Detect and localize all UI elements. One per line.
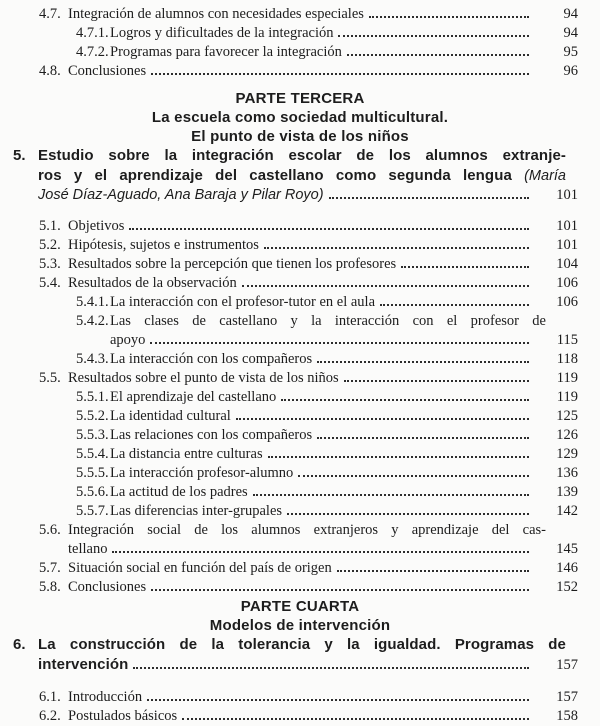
toc-entry-line (0, 502, 578, 521)
entry-number: 5. (13, 147, 26, 164)
entry-title (110, 331, 145, 350)
toc-entry-line (0, 24, 578, 43)
entry-title-segment: Situación social en función del país de origen (68, 560, 332, 576)
page-number: 142 (556, 503, 578, 519)
entry-title-segment: Objetivos (68, 218, 125, 234)
toc-entry-line (0, 445, 578, 464)
dot-leader (147, 696, 529, 701)
entry-title-segment: Las clases de castellano y la interacción con el profesor de (110, 313, 546, 329)
toc-entry (0, 502, 578, 521)
entry-number: 6.2. (39, 708, 61, 724)
entry-title-segment: La interacción profesor-alumno (110, 465, 294, 481)
toc-entry (0, 43, 578, 62)
entry-number: 5.7. (39, 560, 61, 576)
entry-number: 5.4. (39, 275, 61, 291)
dot-leader (182, 715, 529, 720)
dot-leader (150, 339, 529, 344)
entry-title (110, 312, 546, 331)
dot-leader (344, 377, 529, 382)
dot-leader (151, 586, 529, 591)
entry-number: 5.5.3. (76, 427, 109, 443)
toc-entry (0, 146, 578, 205)
entry-title-segment: Resultados de la observación (68, 275, 237, 291)
page-number: 126 (556, 427, 578, 443)
entry-title-segment: (María (524, 168, 566, 184)
page-number: 119 (556, 370, 578, 386)
entry-title-segment: Programas para favorecer la integración (110, 44, 342, 60)
toc-entry (0, 635, 578, 675)
entry-title (68, 540, 107, 559)
dot-leader (151, 70, 529, 75)
dot-leader (401, 263, 529, 268)
entry-title (110, 43, 342, 62)
toc-entry-line (0, 217, 578, 236)
entry-title-segment: ros y el aprendizaje del castellano como segunda lengua (38, 167, 525, 184)
dot-leader (112, 548, 529, 553)
entry-number: 5.5.1. (76, 389, 109, 405)
toc-entry-line (0, 483, 578, 502)
entry-title (110, 24, 333, 43)
toc-entry (0, 407, 578, 426)
entry-number: 5.8. (39, 579, 61, 595)
entry-number: 5.5.4. (76, 446, 109, 462)
entry-title (68, 62, 146, 81)
entry-title-segment: La identidad cultural (110, 408, 231, 424)
dot-leader (287, 510, 529, 515)
toc-entry-line (0, 635, 578, 655)
entry-title (110, 502, 282, 521)
page-number: 101 (556, 218, 578, 234)
toc-entry-line (0, 350, 578, 369)
entry-title-segment: La construcción de la tolerancia y la igualdad. Programas de (38, 636, 566, 653)
dot-leader (329, 194, 529, 199)
toc-entry-line (0, 255, 578, 274)
dot-leader (317, 358, 529, 363)
entry-title (68, 5, 364, 24)
page-number: 101 (556, 187, 578, 203)
toc-entry-line (0, 540, 578, 559)
entry-title (68, 236, 259, 255)
dot-leader (253, 491, 529, 496)
entry-number: 5.5.6. (76, 484, 109, 500)
toc-entry (0, 464, 578, 483)
entry-number: 4.7. (39, 6, 61, 22)
entry-title-segment: tellano (68, 541, 108, 557)
page-number: 119 (556, 389, 578, 405)
entry-title (68, 369, 339, 388)
entry-number: 5.3. (39, 256, 61, 272)
part-heading: PARTE TERCERA (235, 90, 365, 107)
page-number: 157 (556, 689, 578, 705)
entry-title-segment: Las diferencias inter-grupales (110, 503, 283, 519)
entry-title-segment: Conclusiones (68, 63, 147, 79)
entry-title (68, 255, 396, 274)
toc-entry-line (0, 5, 578, 24)
entry-title-segment: Postulados básicos (68, 708, 178, 724)
entry-title (38, 186, 324, 205)
toc-entry (0, 274, 578, 293)
toc-entry-line (0, 559, 578, 578)
toc-entry (0, 350, 578, 369)
toc-entry-line (0, 655, 578, 675)
page-number: 136 (556, 465, 578, 481)
toc-entry-line (0, 236, 578, 255)
toc-entry (0, 388, 578, 407)
entry-title (110, 464, 293, 483)
page-number: 106 (556, 294, 578, 310)
dot-leader (347, 51, 529, 56)
toc-entry (0, 578, 578, 597)
entry-title-segment: Hipótesis, sujetos e instrumentos (68, 237, 259, 253)
entry-title (38, 166, 566, 186)
dot-leader (133, 664, 529, 669)
entry-number: 5.5.5. (76, 465, 109, 481)
toc-entry (0, 5, 578, 24)
page-number: 101 (556, 237, 578, 253)
part-heading: La escuela como sociedad multicultural. (151, 109, 449, 126)
toc-entry-line (0, 407, 578, 426)
toc-entry (0, 521, 578, 559)
part-heading: Modelos de intervención (209, 617, 391, 634)
page-number: 104 (556, 256, 578, 272)
toc-entry-line (0, 521, 578, 540)
toc-entry (0, 369, 578, 388)
toc-entry (0, 483, 578, 502)
entry-title-segment: La actitud de los padres (110, 484, 248, 500)
entry-title-segment: Logros y dificultades de la integración (110, 25, 334, 41)
page-number: 94 (563, 6, 578, 22)
toc-entry-line (0, 369, 578, 388)
entry-title-segment: Conclusiones (68, 579, 147, 595)
entry-title-segment: Introducción (68, 689, 143, 705)
page-number: 96 (563, 63, 578, 79)
toc-entry-line (0, 388, 578, 407)
entry-number: 5.5.2. (76, 408, 109, 424)
page-number: 152 (556, 579, 578, 595)
entry-title (110, 426, 312, 445)
toc-entry-line (0, 146, 578, 166)
entry-title-segment: La interacción con los compañeros (110, 351, 313, 367)
entry-title-segment: Integración de alumnos con necesidades especiales (68, 6, 364, 22)
entry-title-segment: La distancia entre culturas (110, 446, 263, 462)
toc-entry-line (0, 166, 578, 186)
page-number: 94 (563, 25, 578, 41)
toc (0, 5, 578, 726)
entry-title (68, 559, 332, 578)
toc-entry-line (0, 186, 578, 205)
dot-leader (264, 244, 529, 249)
entry-title-segment: Estudio sobre la integración escolar de los alumnos extranje- (38, 147, 566, 164)
dot-leader (129, 225, 529, 230)
toc-entry-line (0, 43, 578, 62)
toc-entry-line (0, 312, 578, 331)
entry-title (38, 655, 128, 675)
toc-entry-line (0, 62, 578, 81)
dot-leader (337, 567, 529, 572)
toc-entry (0, 426, 578, 445)
entry-title (68, 274, 237, 293)
entry-title-segment: Resultados sobre la percepción que tienen los profesores (68, 256, 397, 272)
page-number: 125 (556, 408, 578, 424)
entry-title-segment: apoyo (110, 332, 146, 348)
entry-number: 5.5. (39, 370, 61, 386)
part-heading: El punto de vista de los niños (191, 128, 409, 145)
entry-number: 5.4.3. (76, 351, 109, 367)
dot-leader (268, 453, 529, 458)
page-number: 157 (556, 657, 578, 673)
entry-title-segment: Las relaciones con los compañeros (110, 427, 313, 443)
toc-entry (0, 236, 578, 255)
page-number: 139 (556, 484, 578, 500)
dot-leader (380, 301, 529, 306)
dot-leader (369, 13, 529, 18)
entry-title (38, 146, 566, 166)
toc-entry (0, 445, 578, 464)
entry-number: 5.4.2. (76, 313, 109, 329)
dot-leader (236, 415, 529, 420)
entry-title (110, 293, 375, 312)
entry-title (110, 483, 248, 502)
entry-title (68, 688, 142, 707)
page-number: 95 (563, 44, 578, 60)
entry-title (68, 707, 177, 726)
entry-title-segment: La interacción con el profesor-tutor en el aula (110, 294, 376, 310)
page-number: 145 (556, 541, 578, 557)
toc-entry (0, 312, 578, 350)
dot-leader (317, 434, 529, 439)
toc-entry-line (0, 464, 578, 483)
toc-entry-line (0, 578, 578, 597)
dot-leader (298, 472, 529, 477)
toc-entry-line (0, 707, 578, 726)
page-number: 106 (556, 275, 578, 291)
entry-title (110, 388, 276, 407)
entry-title (38, 635, 566, 655)
toc-entry (0, 217, 578, 236)
toc-entry (0, 559, 578, 578)
entry-title-segment: José Díaz-Aguado, Ana Baraja y Pilar Royo) (38, 187, 324, 203)
entry-number: 5.6. (39, 522, 61, 538)
dot-leader (338, 32, 529, 37)
entry-number: 4.8. (39, 63, 61, 79)
entry-number: 6. (13, 636, 26, 653)
entry-title-segment: El aprendizaje del castellano (110, 389, 277, 405)
dot-leader (281, 396, 529, 401)
page-number: 146 (556, 560, 578, 576)
entry-title (110, 350, 312, 369)
toc-entry (0, 62, 578, 81)
dot-leader (242, 282, 529, 287)
entry-number: 6.1. (39, 689, 61, 705)
toc-entry-line (0, 293, 578, 312)
entry-title-segment: intervención (38, 656, 129, 673)
page-number: 129 (556, 446, 578, 462)
toc-entry (0, 688, 578, 707)
page-number: 115 (556, 332, 578, 348)
part-heading: PARTE CUARTA (240, 598, 360, 615)
toc-entry (0, 24, 578, 43)
toc-entry (0, 707, 578, 726)
entry-number: 5.5.7. (76, 503, 109, 519)
entry-number: 5.4.1. (76, 294, 109, 310)
entry-title-segment: Integración social de los alumnos extranjeros y aprendizaje del cas- (68, 522, 546, 538)
entry-title (68, 217, 124, 236)
toc-entry-line (0, 688, 578, 707)
entry-title-segment: Resultados sobre el punto de vista de los niños (68, 370, 339, 386)
entry-number: 5.1. (39, 218, 61, 234)
entry-number: 4.7.1. (76, 25, 109, 41)
toc-entry-line (0, 331, 578, 350)
entry-title (110, 407, 231, 426)
toc-entry-line (0, 274, 578, 293)
toc-entry (0, 293, 578, 312)
entry-title (68, 521, 546, 540)
entry-title (68, 578, 146, 597)
page-number: 118 (556, 351, 578, 367)
entry-number: 5.2. (39, 237, 61, 253)
toc-entry (0, 255, 578, 274)
page-number: 158 (556, 708, 578, 724)
toc-entry-line (0, 426, 578, 445)
entry-number: 4.7.2. (76, 44, 109, 60)
entry-title (110, 445, 263, 464)
